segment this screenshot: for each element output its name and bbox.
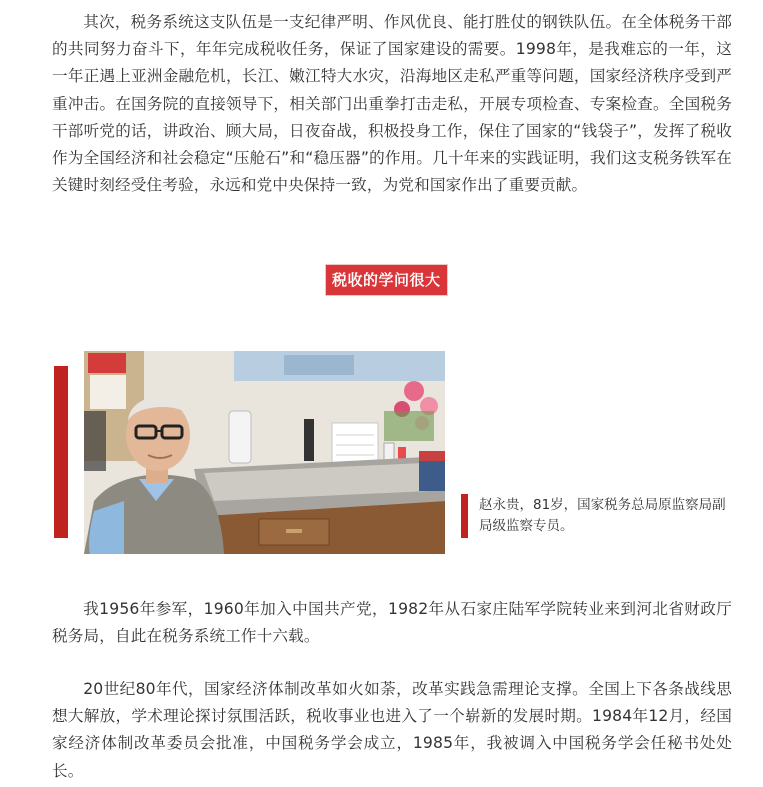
photo-caption: 赵永贵，81岁，国家税务总局原监察局副局级监察专员。: [479, 497, 726, 534]
caption-accent-bar: [461, 494, 468, 538]
section-heading: 税收的学问很大: [326, 265, 447, 295]
portrait-photo: [84, 351, 445, 554]
eighties-paragraph: 20世纪80年代，国家经济体制改革如火如荼，改革实践急需理论支撑。全国上下各条战线思想大解放，学术理论探讨氛围活跃，税收事业也进入了一个崭新的发展时期。1984年12月，经国家经济体制改革委员会批准，中国税务学会成立，1985年，我被调入中国税务学会任秘书处处长。: [52, 680, 732, 780]
photo-accent-bar: [54, 366, 68, 538]
intro-paragraph: 其次，税务系统这支队伍是一支纪律严明、作风优良、能打胜仗的钢铁队伍。在全体税务干部的共同努力奋斗下，年年完成税收任务，保证了国家建设的需要。1998年，是我难忘的一年，这一年正遇上亚洲金融危机，长江、嫩江特大水灾，沿海地区走私严重等问题，国家经济秩序受到严重冲击。在国务院的直接领导下，相关部门出重拳打击走私，开展专项检查、专案检查。全国税务干部听党的话，讲政治、顾大局，日夜奋战，积极投身工作，保住了国家的“钱袋子”，发挥了税收作为全国经济和社会稳定“压舱石”和“稳压器”的作用。几十年来的实践证明，我们这支税务铁军在关键时刻经受住考验，永远和党中央保持一致，为党和国家作出了重要贡献。: [52, 13, 732, 195]
army-paragraph: 我1956年参军，1960年加入中国共产党，1982年从石家庄陆军学院转业来到河北省财政厅税务局，自此在税务系统工作十六载。: [52, 600, 732, 646]
